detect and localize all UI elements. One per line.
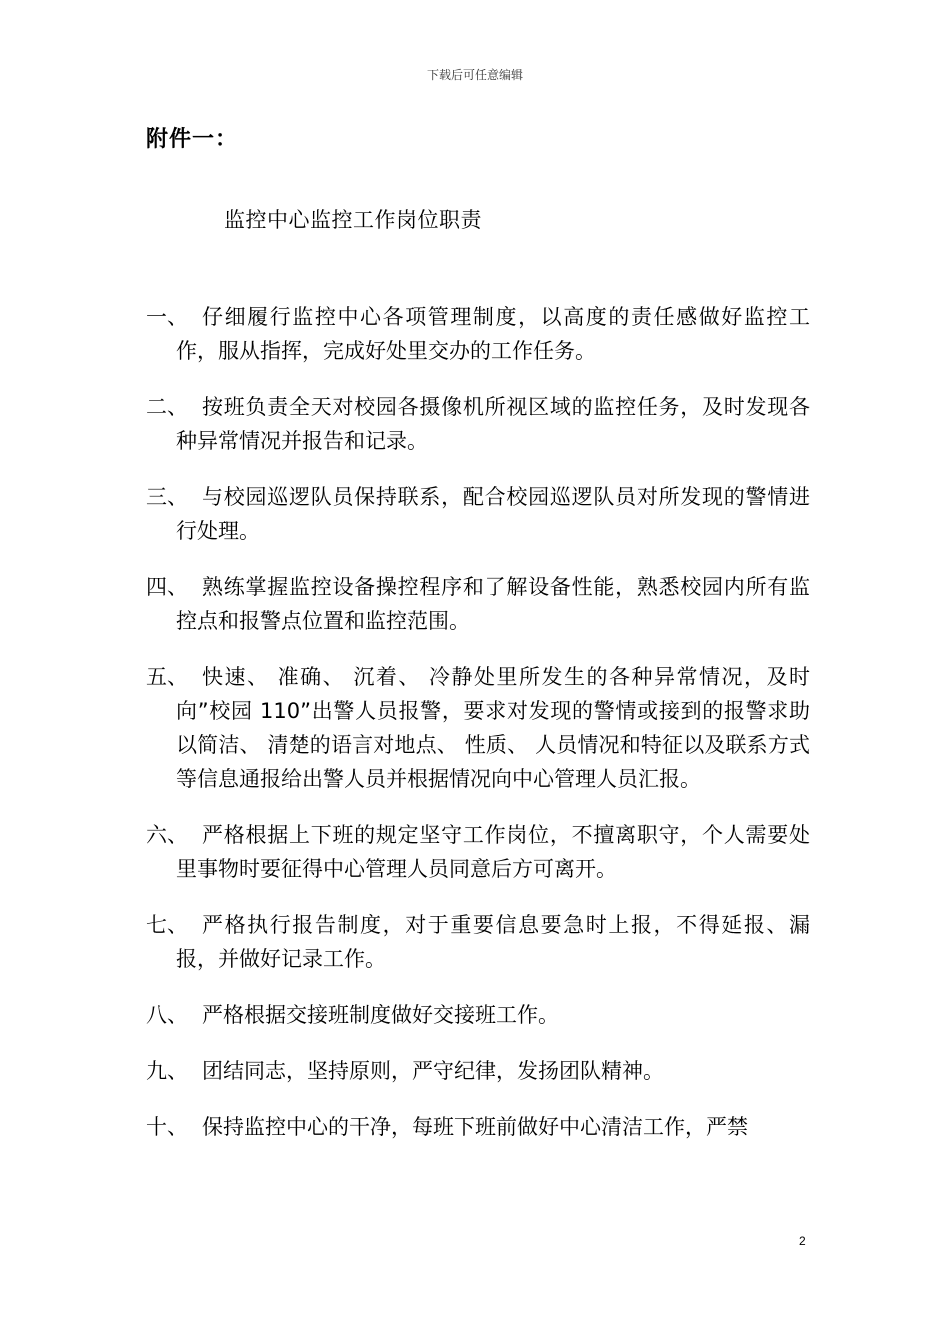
item-text: 严格根据上下班的规定坚守工作岗位，不擅离职守，个人需要处里事物时要征得中心管理人员同意后方可离开。 xyxy=(176,823,810,881)
page-header-note: 下载后可任意编辑 xyxy=(426,68,523,82)
duty-list xyxy=(146,300,810,1166)
item-number: 十、 xyxy=(146,1115,188,1139)
item-number: 六、 xyxy=(146,823,188,847)
item-text: 团结同志，坚持原则，严守纪律，发扬团队精神。 xyxy=(202,1059,664,1083)
item-text: 快速、 准确、 沉着、 冷静处里所发生的各种异常情况，及时向”校园 110”出警人员报警，要求对发现的警情或接到的报警求助以简洁、 清楚的语言对地点、 性质、 人员情况和特征以及联系方式等信息通报给出警人员并根据情况向中心管理人员汇报。 xyxy=(176,665,810,791)
attachment-title: 附件一： xyxy=(146,127,239,152)
item-number: 二、 xyxy=(146,395,188,419)
item-number: 九、 xyxy=(146,1059,188,1083)
list-item xyxy=(146,660,810,796)
list-item xyxy=(146,570,810,638)
list-item xyxy=(146,480,810,548)
list-item xyxy=(146,818,810,886)
item-text: 严格根据交接班制度做好交接班工作。 xyxy=(202,1003,559,1027)
item-text: 保持监控中心的干净，每班下班前做好中心清洁工作，严禁 xyxy=(202,1115,748,1139)
item-text: 按班负责全天对校园各摄像机所视区域的监控任务，及时发现各种异常情况并报告和记录。 xyxy=(176,395,810,453)
list-item xyxy=(146,998,810,1032)
item-number: 七、 xyxy=(146,913,188,937)
item-number: 三、 xyxy=(146,485,188,509)
item-number: 四、 xyxy=(146,575,188,599)
list-item xyxy=(146,908,810,976)
item-number: 一、 xyxy=(146,305,188,329)
item-text: 仔细履行监控中心各项管理制度，以高度的责任感做好监控工作，服从指挥，完成好处里交办的工作任务。 xyxy=(176,305,810,363)
list-item xyxy=(146,390,810,458)
list-item xyxy=(146,1054,810,1088)
item-text: 与校园巡逻队员保持联系，配合校园巡逻队员对所发现的警情进行处理。 xyxy=(176,485,810,543)
item-text: 熟练掌握监控设备操控程序和了解设备性能，熟悉校园内所有监控点和报警点位置和监控范围。 xyxy=(176,575,810,633)
item-number: 五、 xyxy=(146,665,188,689)
list-item xyxy=(146,300,810,368)
item-number: 八、 xyxy=(146,1003,188,1027)
list-item xyxy=(146,1110,810,1144)
page-number: 2 xyxy=(799,1234,806,1248)
document-title: 监控中心监控工作岗位职责 xyxy=(224,208,482,232)
item-text: 严格执行报告制度，对于重要信息要急时上报，不得延报、漏报，并做好记录工作。 xyxy=(176,913,810,971)
